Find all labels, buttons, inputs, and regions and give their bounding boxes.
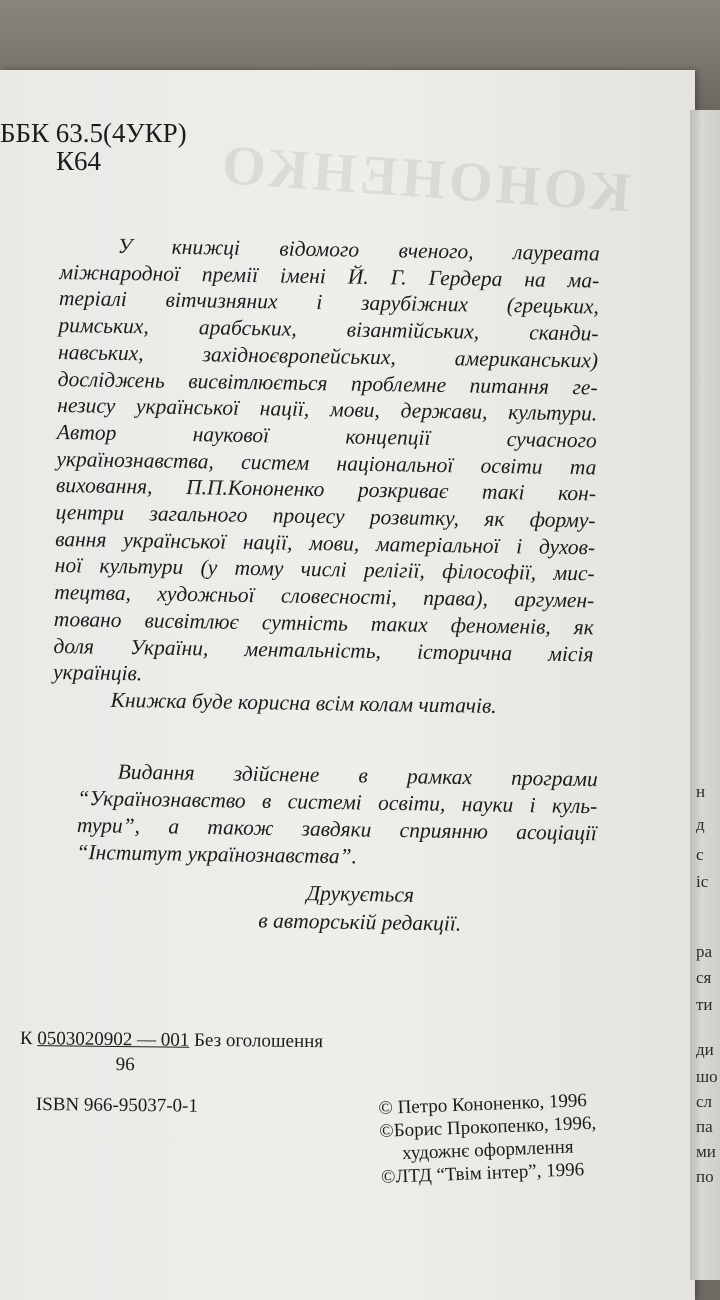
facing-page-fragment: д [696, 815, 705, 834]
facing-page-fragment: ти [696, 995, 713, 1014]
copyright-line: художнє оформлення [401, 1136, 574, 1165]
abstract [52, 232, 599, 721]
isbn: ISBN 966-95037-0-1 [35, 1094, 199, 1117]
facing-page-fragment: ся [696, 968, 712, 987]
abstract-line: центри загального процесу розвитку, як форму- [55, 499, 596, 533]
abstract-line: виховання, П.П.Кононенко розкриває такі кон- [55, 473, 597, 506]
facing-page-fragment: іс [696, 872, 709, 891]
abstract-line: міжнародної премії імені Й. Г. Гердера на ма- [59, 259, 600, 293]
abstract-line: українців. [52, 660, 143, 686]
print-note [230, 878, 491, 938]
publication-line: Видання здійснене в рамках програми [117, 759, 598, 792]
show-through-title: КОНОНЕНКО [216, 133, 633, 225]
author-index: К64 [56, 146, 102, 176]
facing-page-fragment: ми [696, 1142, 716, 1161]
abstract-line: Автор наукової концепції сучасного [56, 419, 597, 453]
catalog-sub: 96 [115, 1054, 135, 1076]
publication-line: “Українознавство в системі освіти, науки і куль- [77, 785, 598, 819]
abstract-line: доля України, ментальність, історична місія [53, 633, 594, 666]
abstract-line: вання української нації, мови, матеріальної і духов- [54, 526, 596, 560]
facing-page-fragment: па [696, 1117, 713, 1136]
abstract-line: досліджень висвітлюється проблемне питання ге- [57, 366, 598, 399]
print-note-line: Друкується [306, 881, 415, 907]
facing-page-fragment: ди [696, 1040, 714, 1059]
publication-note [76, 758, 598, 874]
facing-page-fragment: по [696, 1167, 714, 1186]
copyright-line: ©Борис Прокопенко, 1996, [378, 1112, 597, 1142]
publication-line: “Інститут українознавства”. [76, 839, 358, 869]
abstract-closing: Книжка буде корисна всім колам читачів. [110, 687, 497, 718]
catalog-number: 0503020902 — 001 [37, 1028, 190, 1051]
abstract-line: теріалі вітчизняних і зарубіжних (грецьких, [58, 286, 600, 319]
abstract-line: ної культури (у тому числі релігії, філософії, мис- [54, 553, 595, 586]
abstract-line: українознавства, систем національної освіти та [56, 446, 597, 480]
publication-line: тури”, а також завдяки сприянню асоціації [76, 812, 598, 846]
facing-page-fragment: сл [696, 1092, 713, 1111]
catalog-note: Без оголошення [193, 1029, 324, 1053]
abstract-line: У книжці відомого вченого, лауреата [117, 233, 600, 266]
abstract-line: товано висвітлює сутність таких феноменів, як [53, 606, 595, 640]
facing-page-fragment: ра [696, 942, 713, 961]
abstract-line: римських, арабських, візантійських, сканди- [58, 313, 599, 346]
abstract-line: тецтва, художньої словесності, права), аргумен- [54, 580, 595, 613]
catalog-prefix: К [19, 1028, 33, 1050]
abstract-line: незису української нації, мови, держави, культури. [57, 393, 598, 426]
facing-page-fragment: с [696, 845, 704, 864]
copyright-block [378, 1089, 598, 1189]
facing-page-fragment: н [696, 782, 706, 801]
facing-page-fragment: шо [696, 1067, 718, 1086]
print-note-line: в авторській редакції. [258, 908, 462, 936]
bbk-classification: ББК 63.5(4УКР) [0, 118, 187, 148]
copyright-line: ©ЛТД “Твім інтер”, 1996 [380, 1159, 585, 1188]
facing-page-edge [690, 110, 720, 1280]
catalog-code [19, 1028, 324, 1076]
copyright-line: © Петро Кононенко, 1996 [378, 1089, 588, 1119]
abstract-line: навських, західноєвропейських, американських) [57, 339, 599, 373]
